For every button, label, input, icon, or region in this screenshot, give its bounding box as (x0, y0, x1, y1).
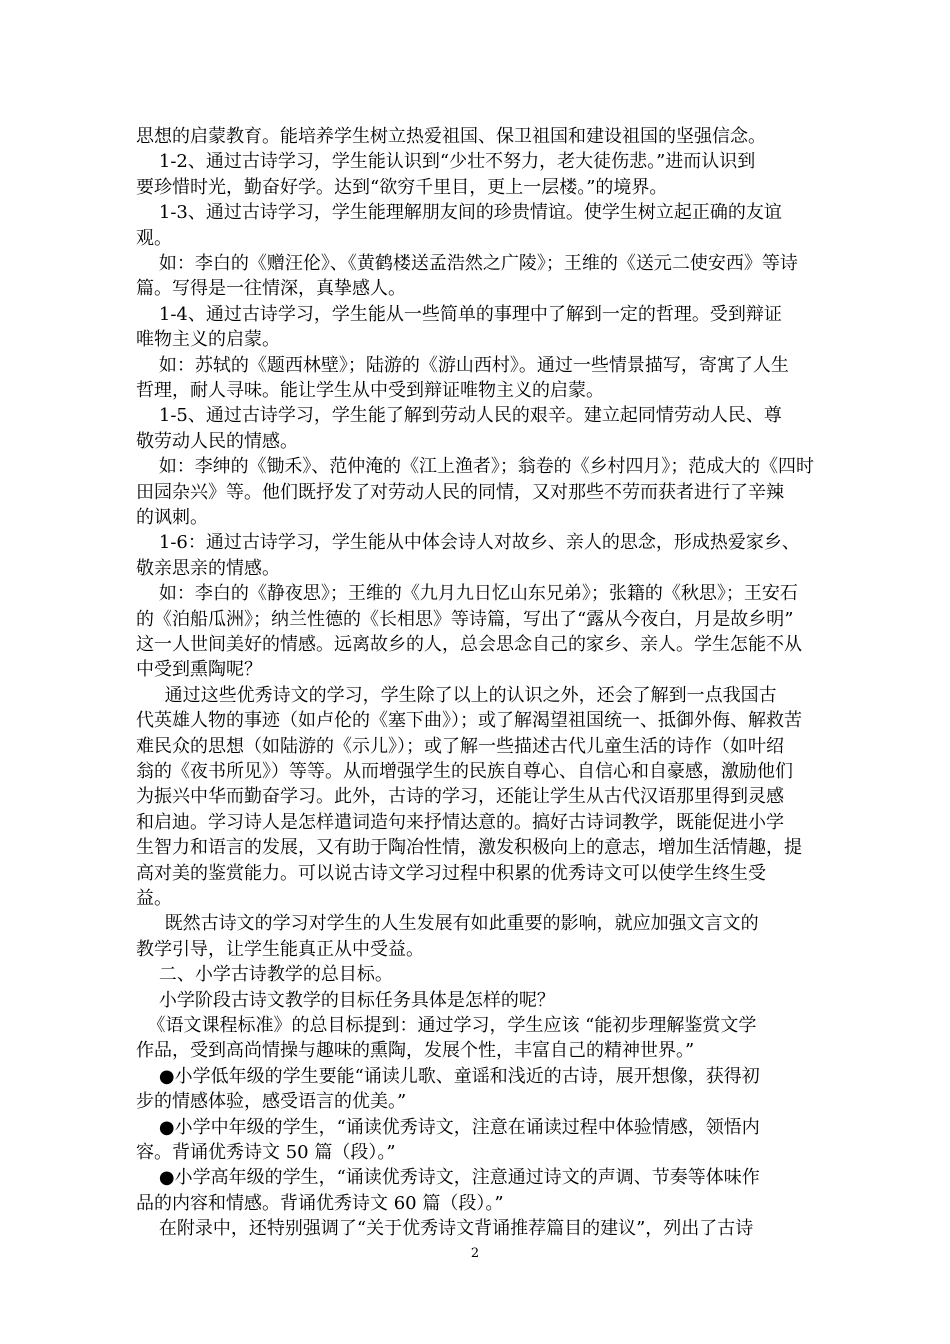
text-line: 这一人世间美好的情感。远离故乡的人，总会思念自己的家乡、亲人。学生怎能不从 (136, 634, 802, 655)
text-line: 如：苏轼的《题西林壁》；陆游的《游山西村》。通过一些情景描写，寄寓了人生 (136, 354, 789, 376)
text-line: 生智力和语言的发展，又有助于陶冶性情，激发积极向上的意志，增加生活情趣，提 (136, 837, 802, 859)
text-line: 哲理，耐人寻味。能让学生从中受到辩证唯物主义的启蒙。 (136, 380, 604, 401)
text-line: 要珍惜时光，勤奋好学。达到“欲穷千里目，更上一层楼。”的境界。 (136, 176, 668, 198)
text-line: 益。 (136, 888, 172, 909)
text-line: 二、小学古诗教学的总目标。 (136, 964, 393, 986)
text-line: 1-3、通过古诗学习，学生能理解朋友间的珍贵情谊。使学生树立起正确的友谊 (136, 202, 782, 224)
text-line: 作品，受到高尚情操与趣味的熏陶，发展个性，丰富自己的精神世界。” (136, 1040, 695, 1062)
text-line: 的讽刺。 (136, 507, 208, 528)
text-line: 1-2、通过古诗学习，学生能认识到“少壮不努力，老大徒伤悲。”进而认识到 (136, 151, 756, 173)
text-line: 思想的启蒙教育。能培养学生树立热爱祖国、保卫祖国和建设祖国的坚强信念。 (136, 126, 766, 147)
text-line: 在附录中，还特别强调了“关于优秀诗文背诵推荐篇目的建议”，列出了古诗 (136, 1218, 754, 1240)
text-line: 教学引导，让学生能真正从中受益。 (136, 938, 424, 960)
text-line: 1-5、通过古诗学习，学生能了解到劳动人民的艰辛。建立起同情劳动人民、尊 (136, 405, 782, 427)
text-line: ●小学高年级的学生，“诵读优秀诗文，注意通过诗文的声调、节奏等体味作 (136, 1167, 760, 1189)
text-line: 既然古诗文的学习对学生的人生发展有如此重要的影响，就应加强文言文的 (136, 913, 759, 935)
text-line: 容。背诵优秀诗文 50 篇（段）。” (136, 1142, 396, 1163)
text-line: 品的内容和情感。背诵优秀诗文 60 篇（段）。” (136, 1192, 504, 1214)
text-line: 代英雄人物的事迹（如卢伦的《塞下曲》）；或了解渴望祖国统一、抵御外侮、解救苦 (136, 710, 802, 732)
text-line: 中受到熏陶呢？ (136, 659, 262, 681)
text-line: 高对美的鉴赏能力。可以说古诗文学习过程中积累的优秀诗文可以使学生终生受 (136, 862, 766, 884)
text-line: 如：李绅的《锄禾》、范仲淹的《江上渔者》；翁卷的《乡村四月》；范成大的《四时 (136, 456, 814, 478)
text-line: 步的情感体验，感受语言的优美。” (136, 1091, 407, 1113)
text-line: 翁的《夜书所见》）等等。从而增强学生的民族自尊心、自信心和自豪感，激励他们 (136, 761, 793, 782)
text-line: 难民众的思想（如陆游的《示儿》）；或了解一些描述古代儿童生活的诗作（如叶绍 (136, 735, 784, 757)
text-line: 如：李白的《赠汪伦》、《黄鹤楼送孟浩然之广陵》；王维的《送元二使安西》等诗 (136, 253, 798, 274)
text-line: 1-6：通过古诗学习，学生能从中体会诗人对故乡、亲人的思念，形成热爱家乡、 (136, 532, 800, 554)
text-line: 如：李白的《静夜思》；王维的《九月九日忆山东兄弟》；张籍的《秋思》；王安石 (136, 583, 798, 605)
text-line: 小学阶段古诗文教学的目标任务具体是怎样的呢？ (136, 989, 555, 1011)
text-line: 《语文课程标准》的总目标提到：通过学习，学生应该 “能初步理解鉴赏文学 (136, 1015, 757, 1036)
text-line: ●小学中年级的学生，“诵读优秀诗文，注意在诵读过程中体验情感，领悟内 (136, 1116, 760, 1138)
text-line: 通过这些优秀诗文的学习，学生除了以上的认识之外，还会了解到一点我国古 (136, 684, 777, 706)
text-line: 和启迪。学习诗人是怎样遣词造句来抒情达意的。搞好古诗词教学，既能促进小学 (136, 811, 784, 833)
page-number: 2 (470, 1246, 480, 1261)
text-line: 敬亲思亲的情感。 (136, 557, 280, 579)
text-line: 唯物主义的启蒙。 (136, 329, 280, 351)
text-line: 观。 (136, 227, 172, 249)
text-line: 的《泊船瓜洲》；纳兰性德的《长相思》等诗篇，写出了“露从今夜白，月是故乡明” (136, 608, 794, 630)
text-line: 田园杂兴》等。他们既抒发了对劳动人民的同情，又对那些不劳而获者进行了辛辣 (136, 481, 784, 503)
text-line: 1-4、通过古诗学习，学生能从一些简单的事理中了解到一定的哲理。受到辩证 (136, 303, 782, 325)
text-line: 敬劳动人民的情感。 (136, 430, 298, 452)
text-line: 为振兴中华而勤奋学习。此外，古诗的学习，还能让学生从古代汉语那里得到灵感 (136, 786, 784, 808)
text-line: ●小学低年级的学生要能“诵读儿歌、童谣和浅近的古诗，展开想像，获得初 (136, 1065, 760, 1087)
text-line: 篇。写得是一往情深，真挚感人。 (136, 278, 406, 300)
